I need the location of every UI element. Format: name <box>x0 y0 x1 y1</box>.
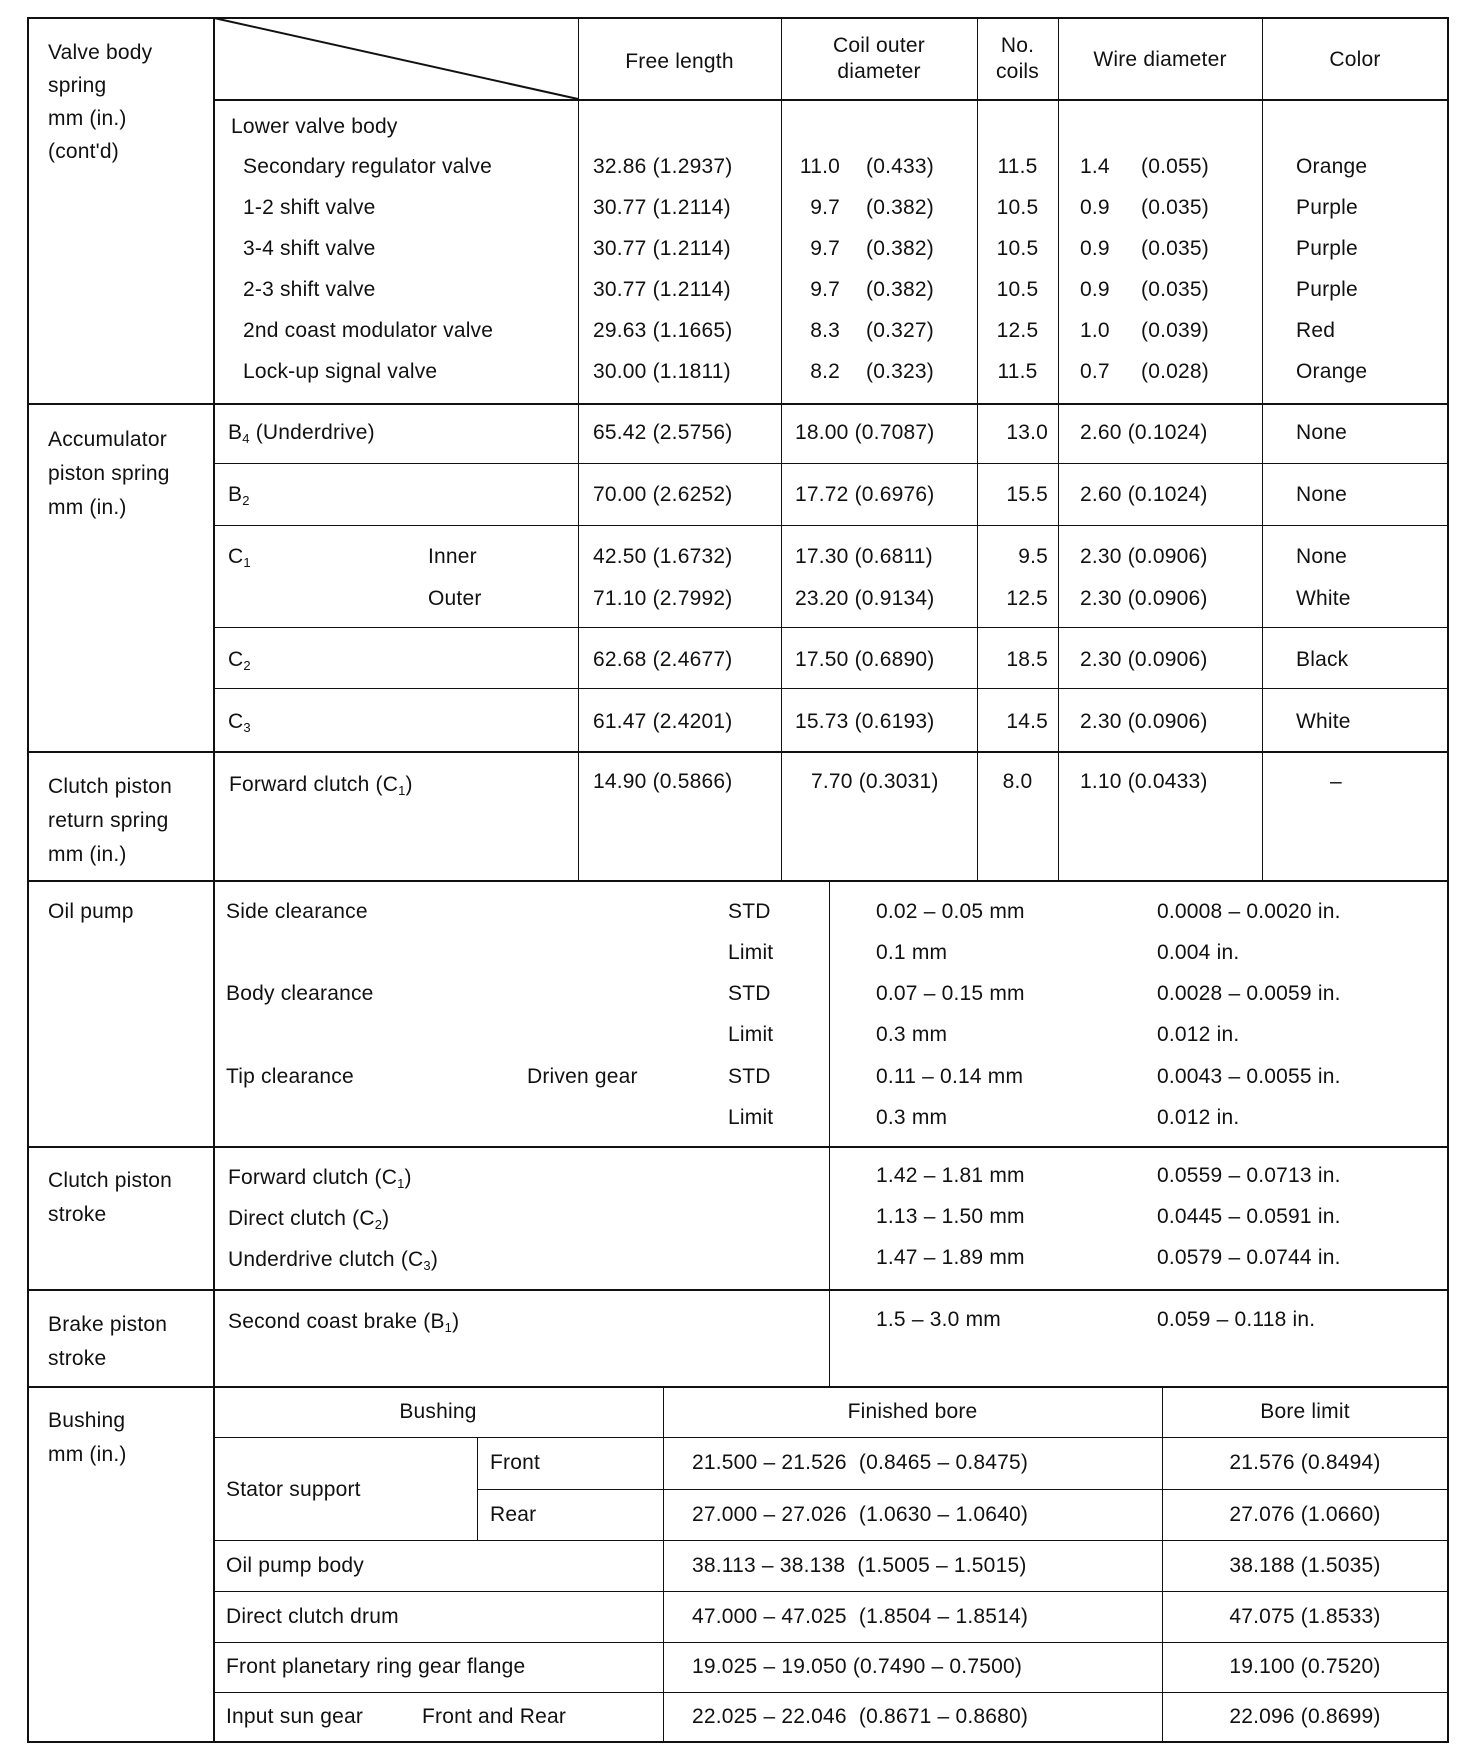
row-name: 3-4 shift valve <box>243 237 376 260</box>
row-name <box>228 648 251 672</box>
subscript: 3 <box>423 1258 431 1273</box>
finished-bore-value: 19.025 – 19.050 (0.7490 – 0.7500) <box>692 1655 1023 1678</box>
row-name-text: B <box>228 483 243 506</box>
section-label-line: return spring <box>48 809 169 832</box>
subscript: 4 <box>242 431 250 446</box>
coils-value: 10.5 <box>996 237 1039 260</box>
section-label-line: mm (in.) <box>48 107 127 130</box>
row-name-text: C <box>228 710 244 733</box>
wire-mm-value: 0.9 <box>1080 237 1110 260</box>
position-label: Outer <box>428 587 482 610</box>
bushing-col-divider <box>663 1386 664 1742</box>
wire-value: 2.30 (0.0906) <box>1080 710 1208 733</box>
mm-value: 0.02 – 0.05 mm <box>876 900 1025 923</box>
free-length-value: 65.42 (2.5756) <box>593 421 733 444</box>
free-length-value: 30.77 (1.2114) <box>593 237 731 260</box>
row-name-text: Forward clutch (C <box>228 1166 398 1189</box>
mm-value: 1.5 – 3.0 mm <box>876 1308 1001 1331</box>
subscript: 1 <box>398 783 406 798</box>
section-label-line: Accumulator <box>48 428 167 451</box>
coil-od-mm-value: 9.7 <box>810 196 840 219</box>
mm-value: 0.3 mm <box>876 1106 948 1129</box>
wire-value: 2.60 (0.1024) <box>1080 421 1208 444</box>
coil-od-in-value: (0.382) <box>866 278 934 301</box>
coil-od-in-value: (0.323) <box>866 360 934 383</box>
row-divider <box>477 1489 1448 1490</box>
in-value: 0.0445 – 0.0591 in. <box>1157 1205 1341 1228</box>
coil-od-value: 17.72 (0.6976) <box>795 483 935 506</box>
coil-od-mm-value: 9.7 <box>810 278 840 301</box>
row-name <box>228 1248 438 1272</box>
coils-value: 8.0 <box>1002 770 1033 793</box>
type-label: STD <box>728 1065 771 1088</box>
table-border-top <box>27 17 1448 19</box>
section-label-line: mm (in.) <box>48 843 127 866</box>
row-name: Secondary regulator valve <box>243 155 492 178</box>
coils-value: 10.5 <box>996 196 1039 219</box>
value-column-divider <box>829 880 830 1386</box>
coils-value: 13.0 <box>1006 421 1048 444</box>
row-name-text: ) <box>430 1248 439 1271</box>
coil-od-in-value: (0.433) <box>866 155 934 178</box>
color-value: Orange <box>1296 155 1368 178</box>
header-no-coils <box>977 33 1058 85</box>
bushing-name: Direct clutch drum <box>226 1605 399 1628</box>
row-name <box>228 545 251 569</box>
row-divider <box>213 525 1448 526</box>
coils-value: 11.5 <box>997 360 1038 383</box>
row-name-text: ) <box>382 1207 390 1230</box>
bushing-name: Front <box>490 1451 541 1474</box>
free-length-value: 42.50 (1.6732) <box>593 545 733 568</box>
row-divider <box>213 1692 1448 1693</box>
coil-od-mm-value: 11.0 <box>799 155 840 178</box>
row-name-text: B <box>228 421 243 444</box>
wire-value: 2.60 (0.1024) <box>1080 483 1208 506</box>
coil-od-value: 18.00 (0.7087) <box>795 421 935 444</box>
row-name: 1-2 shift valve <box>243 196 376 219</box>
coil-od-value: 7.70 (0.3031) <box>811 770 939 793</box>
mm-value: 1.42 – 1.81 mm <box>876 1164 1025 1187</box>
subscript: 3 <box>243 720 251 735</box>
bushing-name: Rear <box>490 1503 537 1526</box>
bushing-name: Input sun gear <box>226 1705 364 1728</box>
wire-in-value: (0.039) <box>1141 319 1209 342</box>
wire-value: 2.30 (0.0906) <box>1080 648 1208 671</box>
header-line: Coil outer <box>833 34 925 57</box>
bore-limit-value: 38.188 (1.5035) <box>1229 1554 1381 1577</box>
free-length-value: 30.77 (1.2114) <box>593 196 731 219</box>
section-label-line: piston spring <box>48 462 170 485</box>
type-label: STD <box>728 900 771 923</box>
wire-value: 1.10 (0.0433) <box>1080 770 1208 793</box>
mm-value: 1.47 – 1.89 mm <box>876 1246 1025 1269</box>
position-label: Inner <box>428 545 477 568</box>
section-label-line: Brake piston <box>48 1313 168 1336</box>
in-value: 0.0043 – 0.0055 in. <box>1157 1065 1341 1088</box>
free-length-value: 30.77 (1.2114) <box>593 278 731 301</box>
bore-limit-value: 19.100 (0.7520) <box>1229 1655 1381 1678</box>
subscript: 2 <box>243 658 251 673</box>
row-divider <box>213 463 1448 464</box>
row-name: Body clearance <box>226 982 374 1005</box>
row-divider <box>213 688 1448 689</box>
in-value: 0.059 – 0.118 in. <box>1157 1308 1316 1331</box>
in-value: 0.012 in. <box>1157 1023 1240 1046</box>
header-color: Color <box>1329 48 1381 71</box>
section-label-line: mm (in.) <box>48 496 127 519</box>
row-name <box>228 483 250 507</box>
row-name: 2nd coast modulator valve <box>243 319 494 342</box>
header-line: coils <box>995 60 1039 83</box>
free-length-value: 14.90 (0.5866) <box>593 770 733 793</box>
section-divider <box>27 880 1448 882</box>
coil-od-in-value: (0.382) <box>866 237 934 260</box>
coil-od-mm-value: 8.2 <box>810 360 840 383</box>
type-label: Limit <box>728 941 774 964</box>
row-name-text: C <box>228 545 244 568</box>
free-length-value: 71.10 (2.7992) <box>593 587 733 610</box>
row-name: 2-3 shift valve <box>243 278 376 301</box>
row-name-text: ) <box>404 1166 412 1189</box>
wire-mm-value: 0.7 <box>1080 360 1110 383</box>
header-line: diameter <box>837 60 921 83</box>
bore-limit-value: 21.576 (0.8494) <box>1229 1451 1381 1474</box>
row-name-text: Forward clutch (C <box>229 773 399 796</box>
finished-bore-value: 47.000 – 47.025 (1.8504 – 1.8514) <box>692 1605 1029 1628</box>
free-length-value: 29.63 (1.1665) <box>593 319 733 342</box>
finished-bore-value: 22.025 – 22.046 (0.8671 – 0.8680) <box>692 1705 1029 1728</box>
header-divider <box>213 99 1448 101</box>
sub-label: Driven gear <box>527 1065 638 1088</box>
free-length-value: 61.47 (2.4201) <box>593 710 733 733</box>
subscript: 2 <box>242 493 250 508</box>
coils-value: 11.5 <box>997 155 1038 178</box>
coil-od-value: 17.30 (0.6811) <box>795 545 933 568</box>
color-value: None <box>1296 483 1348 506</box>
wire-mm-value: 1.0 <box>1080 319 1110 342</box>
section-label-line: Clutch piston <box>48 775 172 798</box>
header-wire-diameter: Wire diameter <box>1093 48 1227 71</box>
in-value: 0.0028 – 0.0059 in. <box>1157 982 1341 1005</box>
mm-value: 0.3 mm <box>876 1023 948 1046</box>
finished-bore-value: 27.000 – 27.026 (1.0630 – 1.0640) <box>692 1503 1029 1526</box>
wire-in-value: (0.028) <box>1141 360 1209 383</box>
row-name: Lock-up signal valve <box>243 360 438 383</box>
mm-value: 0.1 mm <box>876 941 948 964</box>
in-value: 0.0579 – 0.0744 in. <box>1157 1246 1341 1269</box>
header-bushing: Bushing <box>399 1400 477 1423</box>
row-name <box>228 1207 389 1231</box>
bore-limit-value: 47.075 (1.8533) <box>1229 1605 1381 1628</box>
section-divider <box>27 1386 1448 1388</box>
section-label <box>48 36 152 168</box>
wire-in-value: (0.035) <box>1141 278 1209 301</box>
subscript: 2 <box>374 1217 383 1232</box>
coils-value: 15.5 <box>1006 483 1048 506</box>
bore-limit-value: 27.076 (1.0660) <box>1229 1503 1381 1526</box>
type-label: Limit <box>728 1023 774 1046</box>
row-name <box>228 1310 459 1334</box>
coil-od-mm-value: 9.7 <box>810 237 840 260</box>
row-name <box>228 421 375 445</box>
type-label: STD <box>728 982 771 1005</box>
header-coil-outer-diameter <box>781 33 977 85</box>
wire-value: 2.30 (0.0906) <box>1080 545 1208 568</box>
color-value: Black <box>1296 648 1349 671</box>
row-name-close: ) <box>405 773 413 796</box>
section-divider <box>27 751 1448 753</box>
color-value: None <box>1296 421 1348 444</box>
row-name-text: Direct clutch (C <box>228 1207 375 1230</box>
wire-mm-value: 0.9 <box>1080 278 1110 301</box>
row-name-text: Second coast brake (B <box>228 1310 445 1333</box>
section-label <box>48 1404 127 1472</box>
bushing-sub-label: Front and Rear <box>422 1705 567 1728</box>
row-name-suffix: (Underdrive) <box>249 421 375 444</box>
section-label-line: (cont'd) <box>48 140 119 163</box>
section-label-line: Clutch piston <box>48 1169 172 1192</box>
in-value: 0.004 in. <box>1157 941 1240 964</box>
row-name-text: Underdrive clutch (C <box>228 1248 424 1271</box>
wire-mm-value: 0.9 <box>1080 196 1110 219</box>
row-name <box>228 1166 412 1190</box>
wire-in-value: (0.055) <box>1141 155 1209 178</box>
section-label-line: spring <box>48 74 107 97</box>
in-value: 0.012 in. <box>1157 1106 1240 1129</box>
row-divider <box>213 627 1448 628</box>
color-value: Orange <box>1296 360 1368 383</box>
section-label-line: stroke <box>48 1347 107 1370</box>
mm-value: 1.13 – 1.50 mm <box>876 1205 1025 1228</box>
coil-od-mm-value: 8.3 <box>810 319 840 342</box>
section-label-line: Bushing <box>48 1409 126 1432</box>
wire-value: 2.30 (0.0906) <box>1080 587 1208 610</box>
section-divider <box>27 403 1448 405</box>
color-value: White <box>1296 587 1351 610</box>
bushing-name: Oil pump body <box>226 1554 365 1577</box>
row-name-text: C <box>228 648 244 671</box>
mm-value: 0.07 – 0.15 mm <box>876 982 1025 1005</box>
bore-limit-value: 22.096 (0.8699) <box>1229 1705 1381 1728</box>
color-value: – <box>1330 770 1342 793</box>
row-name <box>228 710 251 734</box>
section-label-line: stroke <box>48 1203 107 1226</box>
header-line: No. <box>1000 34 1035 57</box>
section-label-line: Valve body <box>48 41 153 64</box>
free-length-value: 30.00 (1.1811) <box>593 360 731 383</box>
in-value: 0.0008 – 0.0020 in. <box>1157 900 1341 923</box>
row-divider <box>213 1540 1448 1541</box>
section-label: Oil pump <box>48 900 134 923</box>
section-label <box>48 1308 167 1376</box>
coils-value: 14.5 <box>1006 710 1048 733</box>
header-bore-limit: Bore limit <box>1260 1400 1350 1423</box>
coils-value: 9.5 <box>1018 545 1048 568</box>
bushing-header-divider <box>213 1437 1448 1438</box>
in-value: 0.0559 – 0.0713 in. <box>1157 1164 1341 1187</box>
coils-value: 10.5 <box>996 278 1039 301</box>
color-value: Purple <box>1296 278 1358 301</box>
coil-od-value: 23.20 (0.9134) <box>795 587 935 610</box>
section-label-line: mm (in.) <box>48 1443 127 1466</box>
color-value: Red <box>1296 319 1336 342</box>
stator-support-label: Stator support <box>226 1478 361 1501</box>
color-value: Purple <box>1296 196 1358 219</box>
row-divider <box>213 1591 1448 1592</box>
wire-in-value: (0.035) <box>1141 196 1209 219</box>
wire-mm-value: 1.4 <box>1080 155 1110 178</box>
row-name-close: ) <box>452 1310 460 1333</box>
coil-od-value: 15.73 (0.6193) <box>795 710 935 733</box>
section-label <box>48 1164 172 1232</box>
row-divider <box>213 1642 1448 1643</box>
subscript: 1 <box>243 555 251 570</box>
free-length-value: 62.68 (2.4677) <box>593 648 733 671</box>
row-name <box>229 773 413 797</box>
type-label: Limit <box>728 1106 774 1129</box>
header-finished-bore: Finished bore <box>847 1400 978 1423</box>
group-label: Lower valve body <box>231 115 398 138</box>
coils-value: 12.5 <box>1006 587 1048 610</box>
coils-value: 18.5 <box>1006 648 1048 671</box>
free-length-value: 32.86 (1.2937) <box>593 155 733 178</box>
mm-value: 0.11 – 0.14 mm <box>876 1065 1024 1088</box>
subscript: 1 <box>444 1320 453 1335</box>
section-divider <box>27 1146 1448 1148</box>
row-name: Tip clearance <box>226 1065 354 1088</box>
finished-bore-value: 21.500 – 21.526 (0.8465 – 0.8475) <box>692 1451 1029 1474</box>
header-free-length: Free length <box>625 50 734 73</box>
free-length-value: 70.00 (2.6252) <box>593 483 733 506</box>
coil-od-value: 17.50 (0.6890) <box>795 648 935 671</box>
wire-in-value: (0.035) <box>1141 237 1209 260</box>
table-border-bottom <box>27 1741 1448 1743</box>
coil-od-in-value: (0.382) <box>866 196 934 219</box>
coil-od-in-value: (0.327) <box>866 319 934 342</box>
subscript: 1 <box>397 1176 405 1191</box>
bushing-name: Front planetary ring gear flange <box>226 1655 526 1678</box>
section-label <box>48 423 170 525</box>
section-label <box>48 770 172 872</box>
section-divider <box>27 1289 1448 1291</box>
coils-value: 12.5 <box>996 319 1039 342</box>
finished-bore-value: 38.113 – 38.138 (1.5005 – 1.5015) <box>692 1554 1027 1577</box>
row-name: Side clearance <box>226 900 368 923</box>
color-value: Purple <box>1296 237 1358 260</box>
color-value: None <box>1296 545 1348 568</box>
color-value: White <box>1296 710 1351 733</box>
